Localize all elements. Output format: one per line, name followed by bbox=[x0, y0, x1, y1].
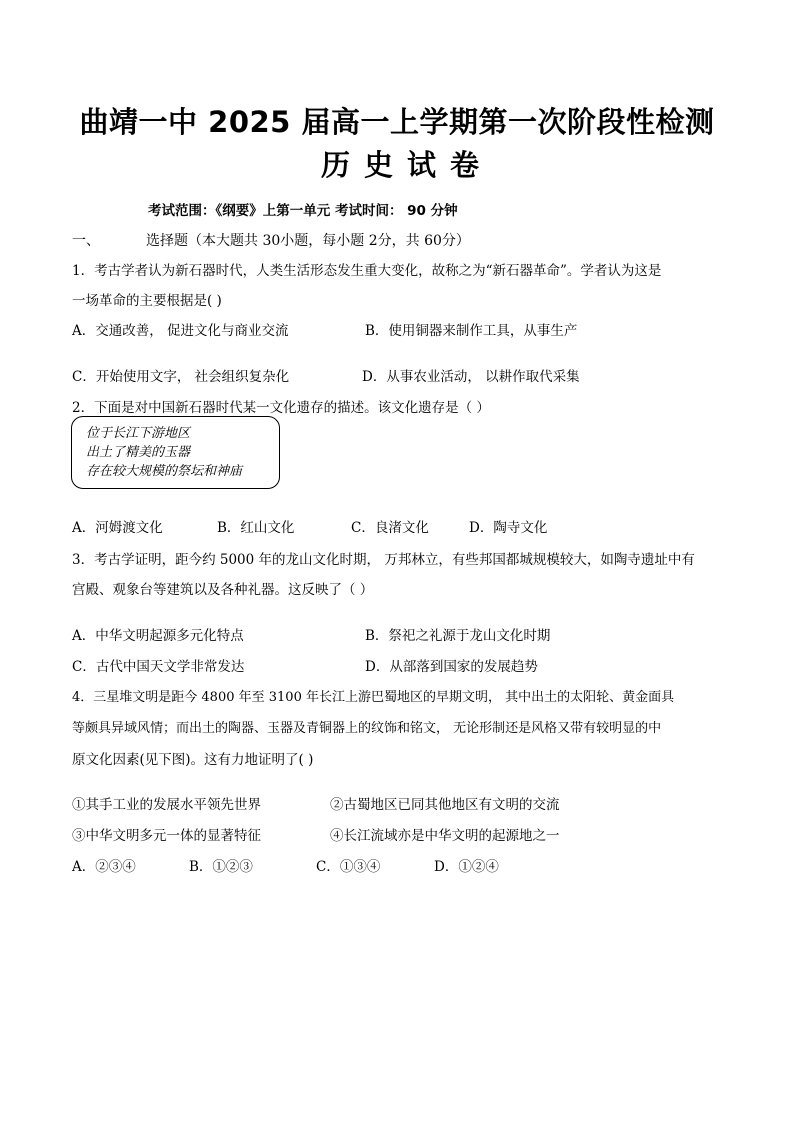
section-text: 选择题（本大题共 30小题，每小题 2分，共 60分） bbox=[146, 233, 470, 249]
question-1-option-d: D．从事农业活动， 以耕作取代采集 bbox=[362, 369, 580, 385]
question-4-statement-3: ③中华文明多元一体的显著特征 bbox=[72, 828, 261, 844]
description-line: 出土了精美的玉器 bbox=[86, 445, 191, 460]
question-4-stem-line-3: 原文化因素(见下图)。这有力地证明了( ) bbox=[72, 752, 314, 768]
question-3-option-b: B．祭祀之礼源于龙山文化时期 bbox=[365, 628, 551, 644]
question-2-stem: 2．下面是对中国新石器时代某一文化遗存的描述。该文化遗存是（ ） bbox=[72, 400, 490, 416]
question-2-option-d: D．陶寺文化 bbox=[469, 520, 548, 536]
question-1-option-b: B．使用铜器来制作工具，从事生产 bbox=[365, 323, 578, 339]
question-4-stem-line-1: 4．三星堆文明是距今 4800 年至 3100 年长江上游巴蜀地区的早期文明， 其中出土的太阳轮、黄金面具 bbox=[72, 690, 675, 705]
exam-subject-title: 历史试卷 bbox=[320, 148, 493, 182]
question-2-option-a: A．河姆渡文化 bbox=[72, 520, 163, 536]
section-number: 一、 bbox=[72, 233, 100, 249]
description-line: 存在较大规模的祭坛和神庙 bbox=[86, 464, 243, 479]
question-4-option-b: B．①②③ bbox=[189, 859, 253, 875]
question-4-stem-line-2: 等颇具异域风情；而出土的陶器、玉器及青铜器上的纹饰和铭文， 无论形制还是风格又带有较明显的中 bbox=[72, 721, 662, 736]
question-1-stem-line-1: 1．考古学者认为新石器时代，人类生活形态发生重大变化，故称之为“新石器革命”。学者认为这是 bbox=[72, 263, 662, 279]
question-1-stem-line-2: 一场革命的主要根据是( ) bbox=[72, 293, 222, 309]
section-heading bbox=[72, 230, 470, 250]
question-4-statement-1: ①其手工业的发展水平领先世界 bbox=[72, 797, 261, 813]
question-2-option-b: B．红山文化 bbox=[217, 520, 295, 536]
question-4-option-a: A．②③④ bbox=[72, 859, 136, 875]
question-3-stem-line-1: 3．考古学证明，距今约 5000 年的龙山文化时期， 万邦林立，有些邦国都城规模较大，如陶寺遗址中有 bbox=[72, 552, 695, 568]
question-3-option-c: C．古代中国天文学非常发达 bbox=[72, 659, 245, 675]
question-4-statement-4: ④长江流域亦是中华文明的起源地之一 bbox=[330, 828, 560, 844]
question-2-description-box bbox=[71, 416, 280, 489]
question-1-option-a: A．交通改善， 促进文化与商业交流 bbox=[72, 323, 289, 339]
question-4-statement-2: ②古蜀地区已同其他地区有文明的交流 bbox=[330, 797, 560, 813]
question-4-option-c: C．①③④ bbox=[316, 859, 381, 875]
question-3-option-a: A．中华文明起源多元化特点 bbox=[72, 628, 244, 644]
question-1-option-c: C．开始使用文字， 社会组织复杂化 bbox=[72, 369, 290, 385]
exam-title: 曲靖一中 2025 届高一上学期第一次阶段性检测 bbox=[79, 105, 715, 139]
description-line: 位于长江下游地区 bbox=[86, 426, 191, 441]
question-3-stem-line-2: 宫殿、观象台等建筑以及各种礼器。这反映了（ ） bbox=[72, 582, 374, 598]
question-3-option-d: D．从部落到国家的发展趋势 bbox=[365, 659, 538, 675]
question-2-option-c: C．良渚文化 bbox=[351, 520, 429, 536]
exam-info: 考试范围：《纲要》上第一单元 考试时间： 90 分钟 bbox=[148, 203, 458, 219]
question-4-option-d: D．①②④ bbox=[434, 859, 499, 875]
